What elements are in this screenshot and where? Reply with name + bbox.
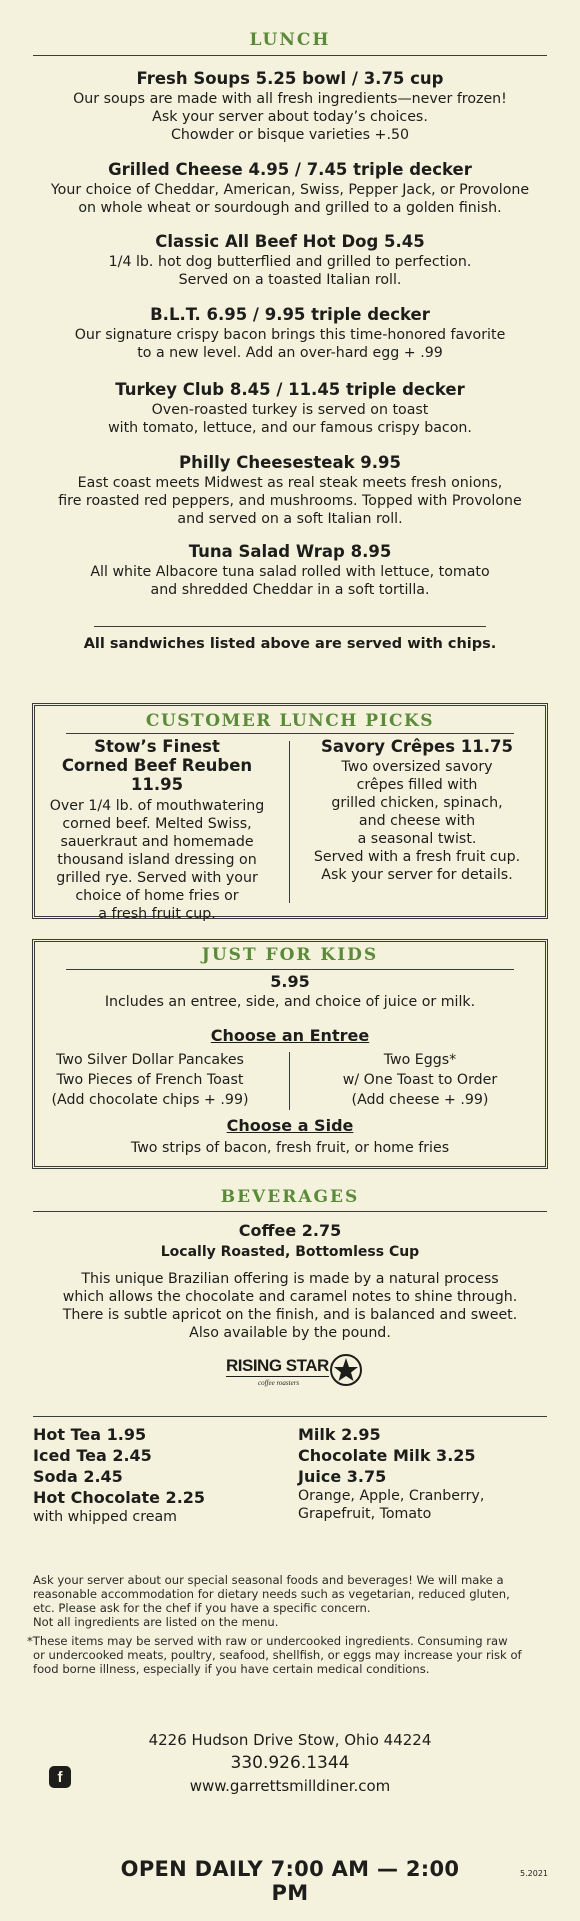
- kids-title: JUST FOR KIDS: [201, 945, 379, 965]
- item-desc: and served on a soft Italian roll.: [177, 511, 403, 527]
- coffee-desc-line: Also available by the pound.: [189, 1325, 391, 1341]
- note-line: Ask your server about our special seasonal foods and beverages! We will make a: [33, 1573, 504, 1587]
- facebook-icon[interactable]: f: [49, 1766, 71, 1788]
- item-desc: Served with a fresh fruit cup.: [313, 849, 521, 865]
- beverages-list-rule: [33, 1416, 547, 1417]
- beverage-item: Juice 3.75: [298, 1467, 387, 1486]
- coffee-desc-line: which allows the chocolate and caramel notes to shine through.: [62, 1289, 518, 1305]
- entree-left: [40, 1050, 260, 1110]
- coffee-desc-line: This unique Brazilian offering is made by a natural process: [81, 1271, 499, 1287]
- item-desc: choice of home fries or: [75, 888, 239, 904]
- coffee-name: Coffee 2.75: [238, 1221, 342, 1240]
- note-line: food borne illness, especially if you have certain medical conditions.: [33, 1662, 430, 1676]
- item-desc: East coast meets Midwest as real steak meets fresh onions,: [77, 475, 503, 491]
- item-desc: grilled rye. Served with your: [56, 870, 258, 886]
- item-desc: 1/4 lb. hot dog butterflied and grilled to perfection.: [108, 254, 472, 270]
- item-desc: Chowder or bisque varieties +.50: [170, 127, 410, 143]
- item-desc: grilled chicken, spinach,: [331, 795, 503, 811]
- item-desc: a seasonal twist.: [357, 831, 477, 847]
- entree-option: w/ One Toast to Order: [342, 1072, 498, 1088]
- item-desc: Oven-roasted turkey is served on toast: [151, 402, 429, 418]
- kids-includes: Includes an entree, side, and choice of juice or milk.: [104, 994, 476, 1010]
- item-desc: thousand island dressing on: [57, 852, 257, 868]
- lunch-picks-rule: [66, 733, 514, 734]
- item-desc: on whole wheat or sourdough and grilled to a golden finish.: [78, 200, 502, 216]
- pick-reuben: [40, 737, 274, 923]
- note-line: *These items may be served with raw or undercooked ingredients. Consuming raw: [27, 1634, 508, 1648]
- star-icon: [330, 1354, 362, 1386]
- hours: OPEN DAILY 7:00 AM — 2:00 PM: [120, 1857, 460, 1905]
- website-link[interactable]: www.garrettsmilldiner.com: [189, 1777, 391, 1795]
- item-name: Stow’s Finest: [94, 737, 220, 756]
- entree-addon: (Add chocolate chips + .99): [51, 1092, 249, 1108]
- beverages-title: BEVERAGES: [220, 1187, 360, 1207]
- item-name: Classic All Beef Hot Dog 5.45: [155, 232, 425, 251]
- entree-addon: (Add cheese + .99): [351, 1092, 489, 1108]
- item-name: B.L.T. 6.95 / 9.95 triple decker: [150, 305, 430, 324]
- beverage-sub: Orange, Apple, Cranberry,: [298, 1488, 485, 1504]
- item-desc: Ask your server about today’s choices.: [152, 109, 428, 125]
- lunch-rule: [33, 55, 547, 56]
- logo-sub: coffee roasters: [258, 1379, 300, 1387]
- logo-text: RISING STAR: [226, 1356, 329, 1375]
- beverage-item: Chocolate Milk 3.25: [298, 1446, 476, 1465]
- menu-item-grilled-cheese: [20, 160, 560, 217]
- item-name: Corned Beef Reuben 11.95: [61, 756, 253, 794]
- item-desc: and shredded Cheddar in a soft tortilla.: [150, 582, 430, 598]
- item-desc: Our soups are made with all fresh ingredients—never frozen!: [73, 91, 507, 107]
- side-heading: Choose a Side: [226, 1116, 354, 1135]
- coffee-desc-line: There is subtle apricot on the finish, and is balanced and sweet.: [62, 1307, 518, 1323]
- item-desc: Served on a toasted Italian roll.: [178, 272, 402, 288]
- item-desc: and cheese with: [358, 813, 476, 829]
- beverage-item: Hot Tea 1.95: [33, 1425, 147, 1444]
- phone[interactable]: 330.926.1344: [230, 1753, 350, 1773]
- side-text: Two strips of bacon, fresh fruit, or home fries: [130, 1140, 450, 1156]
- beverages-right: [298, 1424, 548, 1523]
- coffee-sub: Locally Roasted, Bottomless Cup: [160, 1244, 420, 1260]
- item-name: Fresh Soups 5.25 bowl / 3.75 cup: [136, 69, 444, 88]
- item-desc: Two oversized savory: [341, 759, 493, 775]
- kids-price: 5.95: [270, 972, 310, 991]
- beverage-sub: Grapefruit, Tomato: [298, 1506, 432, 1522]
- item-desc: to a new level. Add an over-hard egg + .99: [137, 345, 443, 361]
- entree-right: [310, 1050, 530, 1110]
- item-desc: All white Albacore tuna salad rolled with lettuce, tomato: [90, 564, 490, 580]
- lunch-picks-title: CUSTOMER LUNCH PICKS: [145, 711, 435, 731]
- note-line: Not all ingredients are listed on the menu.: [33, 1615, 279, 1629]
- item-desc: Over 1/4 lb. of mouthwatering: [49, 798, 265, 814]
- entree-option: Two Silver Dollar Pancakes: [56, 1052, 244, 1068]
- item-name: Philly Cheesesteak 9.95: [178, 453, 402, 472]
- menu-item-hot-dog: [20, 232, 560, 289]
- item-desc: Our signature crispy bacon brings this time-honored favorite: [74, 327, 506, 343]
- beverages-left: [33, 1424, 283, 1526]
- item-name: Grilled Cheese 4.95 / 7.45 triple decker: [108, 160, 472, 179]
- menu-version: 5.2021: [520, 1869, 548, 1878]
- lunch-title: LUNCH: [249, 30, 331, 50]
- address: 4226 Hudson Drive Stow, Ohio 44224: [148, 1731, 432, 1749]
- item-name: Tuna Salad Wrap 8.95: [188, 542, 392, 561]
- entree-option: Two Eggs*: [383, 1052, 457, 1068]
- item-desc: crêpes filled with: [356, 777, 478, 793]
- menu-item-tuna-wrap: [20, 542, 560, 599]
- raw-food-warning: [27, 1634, 555, 1676]
- item-desc: a fresh fruit cup.: [98, 906, 216, 922]
- entree-heading: Choose an Entree: [210, 1026, 370, 1045]
- beverage-item: Iced Tea 2.45: [33, 1446, 152, 1465]
- lunch-footnote: All sandwiches listed above are served with chips.: [83, 636, 497, 652]
- item-desc: Your choice of Cheddar, American, Swiss, Pepper Jack, or Provolone: [50, 182, 530, 198]
- item-name: Savory Crêpes 11.75: [321, 737, 513, 756]
- menu-item-soups: [20, 69, 560, 144]
- beverage-item: Hot Chocolate 2.25: [33, 1488, 206, 1507]
- note-line: or undercooked meats, poultry, seafood, shellfish, or eggs may increase your risk of: [33, 1648, 522, 1662]
- item-desc: corned beef. Melted Swiss,: [62, 816, 252, 832]
- rising-star-logo: [226, 1354, 360, 1396]
- note-line: reasonable accommodation for dietary needs such as vegetarian, reduced gluten,: [33, 1587, 510, 1601]
- note-line: etc. Please ask for the chef if you have a specific concern.: [33, 1601, 371, 1615]
- item-desc: fire roasted red peppers, and mushrooms. Topped with Provolone: [58, 493, 522, 509]
- coffee-desc: [20, 1270, 560, 1342]
- beverage-item: Milk 2.95: [298, 1425, 381, 1444]
- item-desc: sauerkraut and homemade: [60, 834, 254, 850]
- beverage-item: Soda 2.45: [33, 1467, 123, 1486]
- entree-divider: [289, 1052, 290, 1110]
- beverage-sub: with whipped cream: [33, 1509, 177, 1525]
- menu-item-blt: [20, 305, 560, 362]
- menu-item-philly: [20, 453, 560, 528]
- pick-crepes: [302, 737, 532, 884]
- kids-rule: [66, 969, 514, 970]
- seasonal-note: [33, 1573, 553, 1629]
- item-desc: Ask your server for details.: [321, 867, 513, 883]
- beverages-rule: [33, 1211, 547, 1212]
- entree-option: Two Pieces of French Toast: [56, 1072, 244, 1088]
- item-name: Turkey Club 8.45 / 11.45 triple decker: [115, 380, 465, 399]
- item-desc: with tomato, lettuce, and our famous crispy bacon.: [108, 420, 472, 436]
- lunch-footnote-rule: [94, 626, 486, 627]
- menu-item-turkey-club: [20, 380, 560, 437]
- picks-divider: [289, 741, 290, 903]
